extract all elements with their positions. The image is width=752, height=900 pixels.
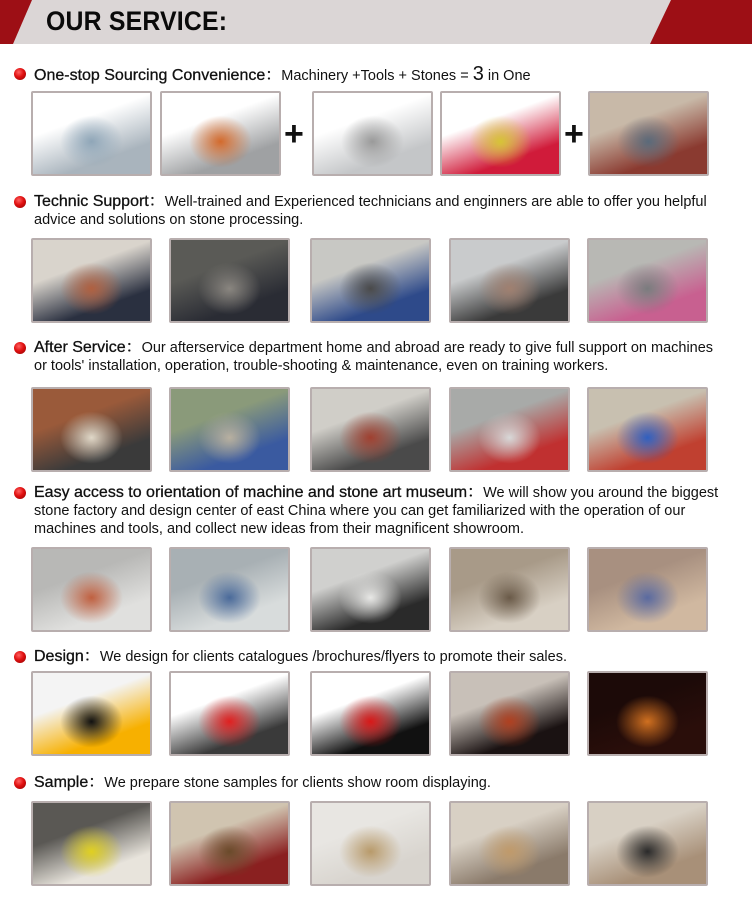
section-desc: Our afterservice department home and abroad are ready to give full support on machines or tools' installation, operation, trouble-shooting & maintenance, even on training workers.: [34, 340, 714, 374]
section-title: Easy access to orientation of machine and stone art museum：: [34, 484, 484, 501]
section-desc: in One: [483, 68, 531, 84]
bullet-icon: [14, 68, 26, 80]
section-title: After Service：: [34, 339, 142, 356]
header-accent-right: [650, 0, 752, 44]
thumb-photo: [310, 387, 431, 472]
bullet-icon: [14, 342, 26, 354]
thumb-photo: [449, 238, 570, 323]
thumb-photo: [169, 238, 290, 323]
thumb-design: [449, 671, 570, 756]
thumb-photo: [31, 238, 152, 323]
section-sample: [14, 774, 714, 792]
thumb-sample: [169, 801, 290, 886]
thumb-photo: [169, 387, 290, 472]
page-title: OUR SERVICE:: [46, 6, 228, 36]
section-desc-number: 3: [472, 63, 484, 85]
thumb-machine-cutter: [31, 91, 152, 176]
thumb-sample: [31, 801, 152, 886]
section-desc: Machinery +Tools + Stones =: [281, 68, 473, 84]
thumb-photo: [449, 547, 570, 632]
section-desc: We prepare stone samples for clients show room displaying.: [104, 775, 491, 791]
section-desc: We design for clients catalogues /brochures/flyers to promote their sales.: [99, 649, 567, 665]
thumb-photo: [587, 547, 708, 632]
section-desc: We will show you around the biggest stone factory and design center of east China where you can get familiarized with the operation of our machines and tools, and collect new ideas from their magnificent showroom.: [34, 485, 719, 537]
thumb-sample: [449, 801, 570, 886]
thumb-photo: [587, 387, 708, 472]
header-accent-left: [0, 0, 34, 44]
thumb-photo: [31, 547, 152, 632]
section-desc: Well-trained and Experienced technicians and enginners are able to offer you helpful advice and solutions on stone processing.: [34, 194, 707, 228]
thumb-photo: [31, 387, 152, 472]
thumb-sample: [310, 801, 431, 886]
thumb-design: [169, 671, 290, 756]
thumb-photo: [310, 547, 431, 632]
thumb-machine-polisher: [160, 91, 281, 176]
thumb-design: [31, 671, 152, 756]
bullet-icon: [14, 196, 26, 208]
plus-icon: +: [284, 115, 304, 153]
thumb-saw-blades: [312, 91, 433, 176]
thumb-polishing-pads: [440, 91, 561, 176]
section-technic-support: [14, 193, 714, 229]
thumb-design: [310, 671, 431, 756]
header-band: [0, 0, 752, 44]
section-title: Technic Support：: [34, 193, 165, 210]
thumb-design: [587, 671, 708, 756]
section-title: Design：: [34, 648, 100, 665]
section-museum: [14, 484, 719, 538]
plus-icon: +: [564, 115, 584, 153]
bullet-icon: [14, 777, 26, 789]
bullet-icon: [14, 651, 26, 663]
bullet-icon: [14, 487, 26, 499]
thumb-photo: [310, 238, 431, 323]
thumb-photo: [169, 547, 290, 632]
thumb-photo: [449, 387, 570, 472]
thumb-stone-showroom: [588, 91, 709, 176]
section-title: One-stop Sourcing Convenience：: [34, 67, 282, 84]
section-sourcing: [14, 65, 714, 85]
section-after-service: [14, 339, 724, 375]
thumb-sample: [587, 801, 708, 886]
thumb-photo: [587, 238, 708, 323]
section-title: Sample：: [34, 774, 105, 791]
section-design: [14, 648, 714, 666]
